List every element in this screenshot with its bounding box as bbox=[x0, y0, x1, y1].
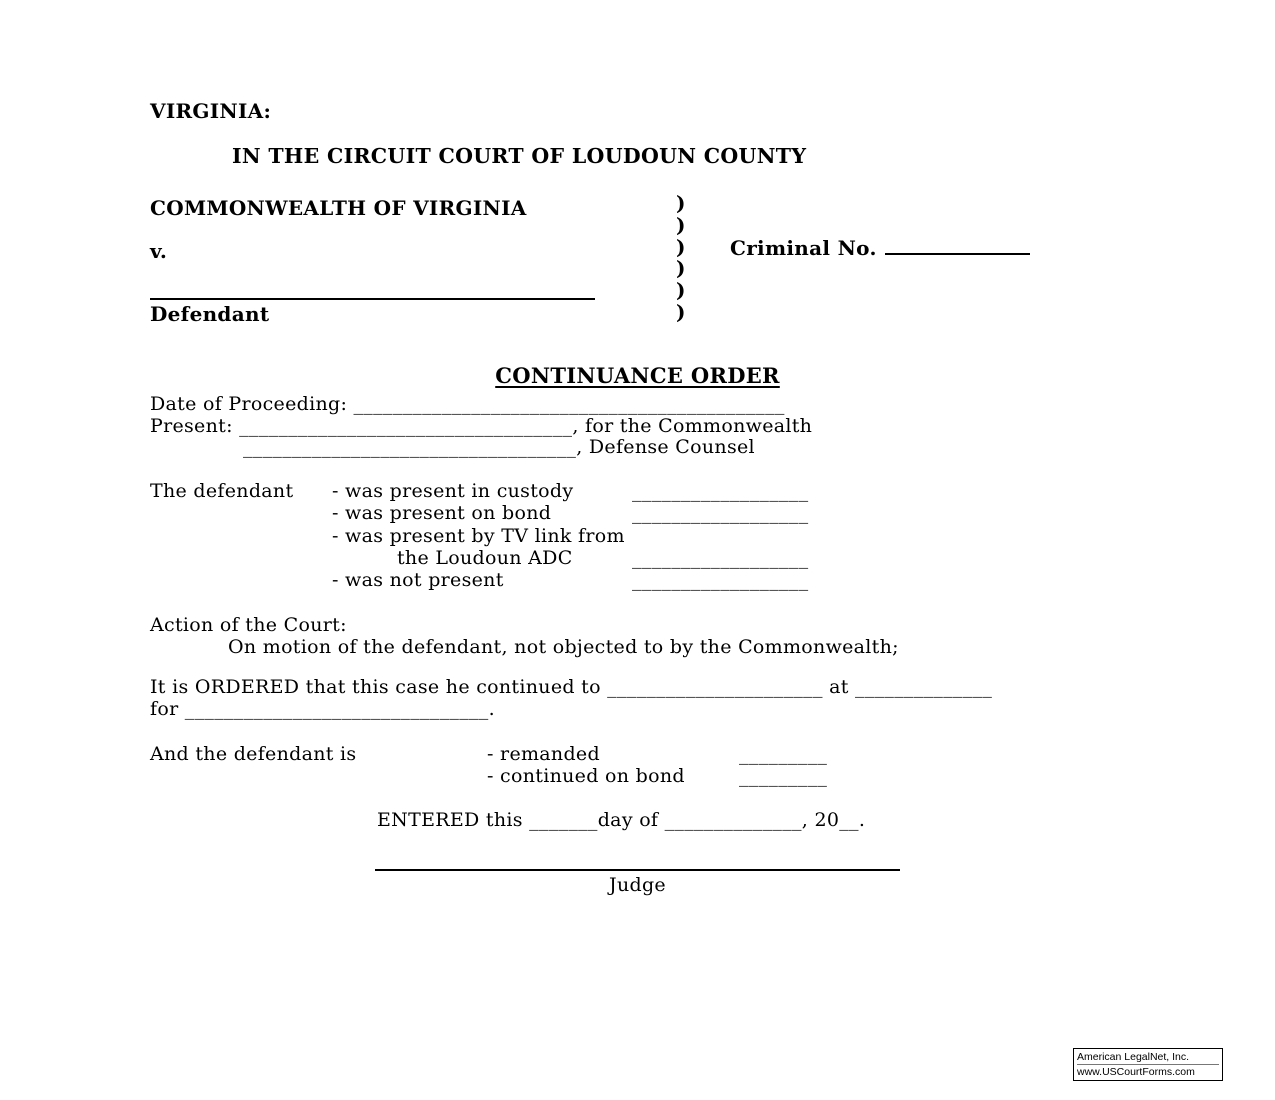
presence-row bbox=[332, 525, 808, 547]
criminal-no bbox=[730, 236, 1030, 260]
paren: ) bbox=[676, 299, 686, 324]
presence-row bbox=[332, 547, 808, 569]
criminal-no-blank-line bbox=[885, 240, 1030, 255]
presence-text: - was present on bond bbox=[332, 502, 552, 525]
disposition-items bbox=[487, 743, 827, 788]
present-commonwealth-line: Present: __________________________________, for the Commonwealth bbox=[150, 414, 813, 437]
versus: v. bbox=[150, 239, 168, 263]
presence-blank: __________________ bbox=[632, 546, 809, 569]
presence-blank: __________________ bbox=[632, 502, 809, 525]
judge-label: Judge bbox=[609, 874, 666, 896]
presence-text: the Loudoun ADC bbox=[397, 546, 573, 569]
presence-blank: __________________ bbox=[632, 480, 809, 502]
presence-items bbox=[332, 480, 808, 591]
ordered-line2: for _______________________________. bbox=[150, 698, 495, 721]
ordered-block bbox=[150, 676, 992, 721]
disposition-label: And the defendant is bbox=[150, 743, 357, 765]
plaintiff-name: COMMONWEALTH OF VIRGINIA bbox=[150, 196, 527, 220]
paren: ) bbox=[676, 256, 686, 281]
action-label: Action of the Court: bbox=[150, 614, 347, 636]
paren: ) bbox=[676, 191, 686, 215]
disposition-text: - remanded bbox=[487, 743, 600, 765]
disposition-blank: _________ bbox=[739, 765, 828, 788]
order-title-wrap bbox=[0, 363, 1275, 388]
paren: ) bbox=[676, 212, 686, 237]
judge-signature-line bbox=[375, 845, 900, 871]
case-caption bbox=[150, 190, 1110, 330]
disposition-block bbox=[150, 743, 827, 788]
state-heading: VIRGINIA: bbox=[150, 99, 272, 123]
presence-row bbox=[332, 502, 808, 524]
presence-text: - was present by TV link from bbox=[332, 524, 625, 547]
disposition-row bbox=[487, 743, 827, 765]
defendant-name-line bbox=[150, 272, 595, 300]
legalnet-url: www.USCourtForms.com bbox=[1077, 1066, 1195, 1078]
order-title: CONTINUANCE ORDER bbox=[495, 363, 780, 388]
presence-text: - was present in custody bbox=[332, 480, 574, 502]
action-text: On motion of the defendant, not objected to by the Commonwealth; bbox=[228, 636, 899, 659]
presence-row bbox=[332, 480, 808, 502]
presence-blank: __________________ bbox=[632, 569, 809, 592]
presence-label: The defendant bbox=[150, 480, 294, 502]
defendant-presence bbox=[150, 480, 808, 591]
disposition-row bbox=[487, 765, 827, 787]
ordered-line1: It is ORDERED that this case he continued to ______________________ at ______________ bbox=[150, 676, 993, 698]
action-block bbox=[150, 614, 899, 659]
defense-counsel-line: __________________________________, Defense Counsel bbox=[243, 436, 755, 459]
legalnet-name: American LegalNet, Inc. bbox=[1077, 1050, 1219, 1065]
legalnet-stamp bbox=[1073, 1048, 1223, 1081]
presence-row bbox=[332, 569, 808, 591]
entered-line: ENTERED this _______day of ______________, 20__. bbox=[377, 809, 866, 831]
paren: ) bbox=[676, 234, 686, 259]
proceeding-block bbox=[150, 394, 812, 459]
signature-block bbox=[375, 845, 900, 896]
caption-parens bbox=[676, 193, 686, 324]
court-title: IN THE CIRCUIT COURT OF LOUDOUN COUNTY bbox=[232, 144, 807, 168]
criminal-no-label: Criminal No. bbox=[730, 236, 877, 260]
disposition-blank: _________ bbox=[739, 743, 828, 765]
date-of-proceeding-line: Date of Proceeding: ____________________________________________ bbox=[150, 393, 785, 415]
paren: ) bbox=[676, 278, 686, 303]
defendant-label: Defendant bbox=[150, 302, 270, 326]
presence-text: - was not present bbox=[332, 569, 504, 592]
disposition-text: - continued on bond bbox=[487, 765, 685, 788]
